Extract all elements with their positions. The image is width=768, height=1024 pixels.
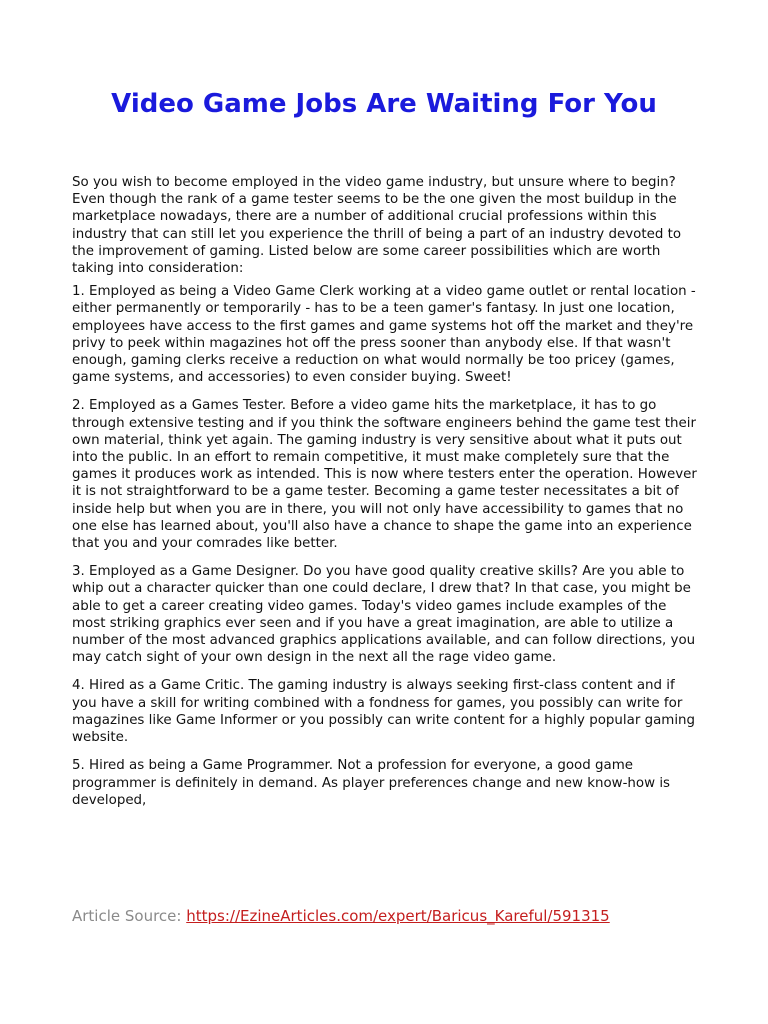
- paragraph-game-designer: 3. Employed as a Game Designer. Do you have good quality creative skills? Are you able to whip out a character quicker than one could declare, I drew that? In that case, you might be able to get a career creating video games. Today's video games include examples of the most striking graphics ever seen and if you have a great imagination, are able to utilize a number of the most advanced graphics applications available, and can follow directions, you may catch sight of your own design in the next all the rage video game.: [72, 564, 696, 666]
- source-label: Article Source:: [72, 907, 187, 925]
- page-title: Video Game Jobs Are Waiting For You: [111, 89, 657, 119]
- intro-paragraph: So you wish to become employed in the video game industry, but unsure where to begin? Even though the rank of a game tester seems to be the one given the most buildup in the marketplace nowadays, there are a number of additional crucial professions within this industry that can still let you experience the thrill of being a part of an industry devoted to the improvement of gaming. Listed below are some career possibilities which are worth taking into consideration:: [72, 175, 682, 277]
- source-link[interactable]: https://EzineArticles.com/expert/Baricus_Kareful/591315: [186, 907, 610, 925]
- article-source: [72, 906, 712, 926]
- article-body: [72, 174, 702, 820]
- paragraph-games-tester: 2. Employed as a Games Tester. Before a video game hits the marketplace, it has to go through extensive testing and if you think the software engineers behind the game test their own material, think yet again. The gaming industry is very sensitive about what it puts out into the public. In an effort to remain competitive, it must make completely sure that the games it produces work as intended. This is now where testers enter the operation. However it is not straightforward to be a game tester. Becoming a game tester necessitates a bit of inside help but when you are in there, you will not only have accessibility to games that no one else has learned about, you'll also have a chance to shape the game into an experience that you and your comrades like better.: [72, 398, 697, 552]
- paragraph-game-programmer: 5. Hired as being a Game Programmer. Not a profession for everyone, a good game programmer is definitely in demand. As player preferences change and new know-how is developed,: [72, 758, 671, 808]
- paragraph-video-game-clerk: 1. Employed as being a Video Game Clerk working at a video game outlet or rental location - either permanently or temporarily - has to be a teen gamer's fantasy. In just one location, employees have access to the first games and game systems hot off the market and they're privy to peek within magazines hot off the press sooner than anybody else. If that wasn't enough, gaming clerks receive a reduction on what would normally be too pricey (games, game systems, and accessories) to even consider buying. Sweet!: [72, 284, 696, 386]
- paragraph-game-critic: 4. Hired as a Game Critic. The gaming industry is always seeking first-class content and if you have a skill for writing combined with a fondness for games, you possibly can write for magazines like Game Informer or you possibly can write content for a highly popular gaming website.: [72, 678, 696, 746]
